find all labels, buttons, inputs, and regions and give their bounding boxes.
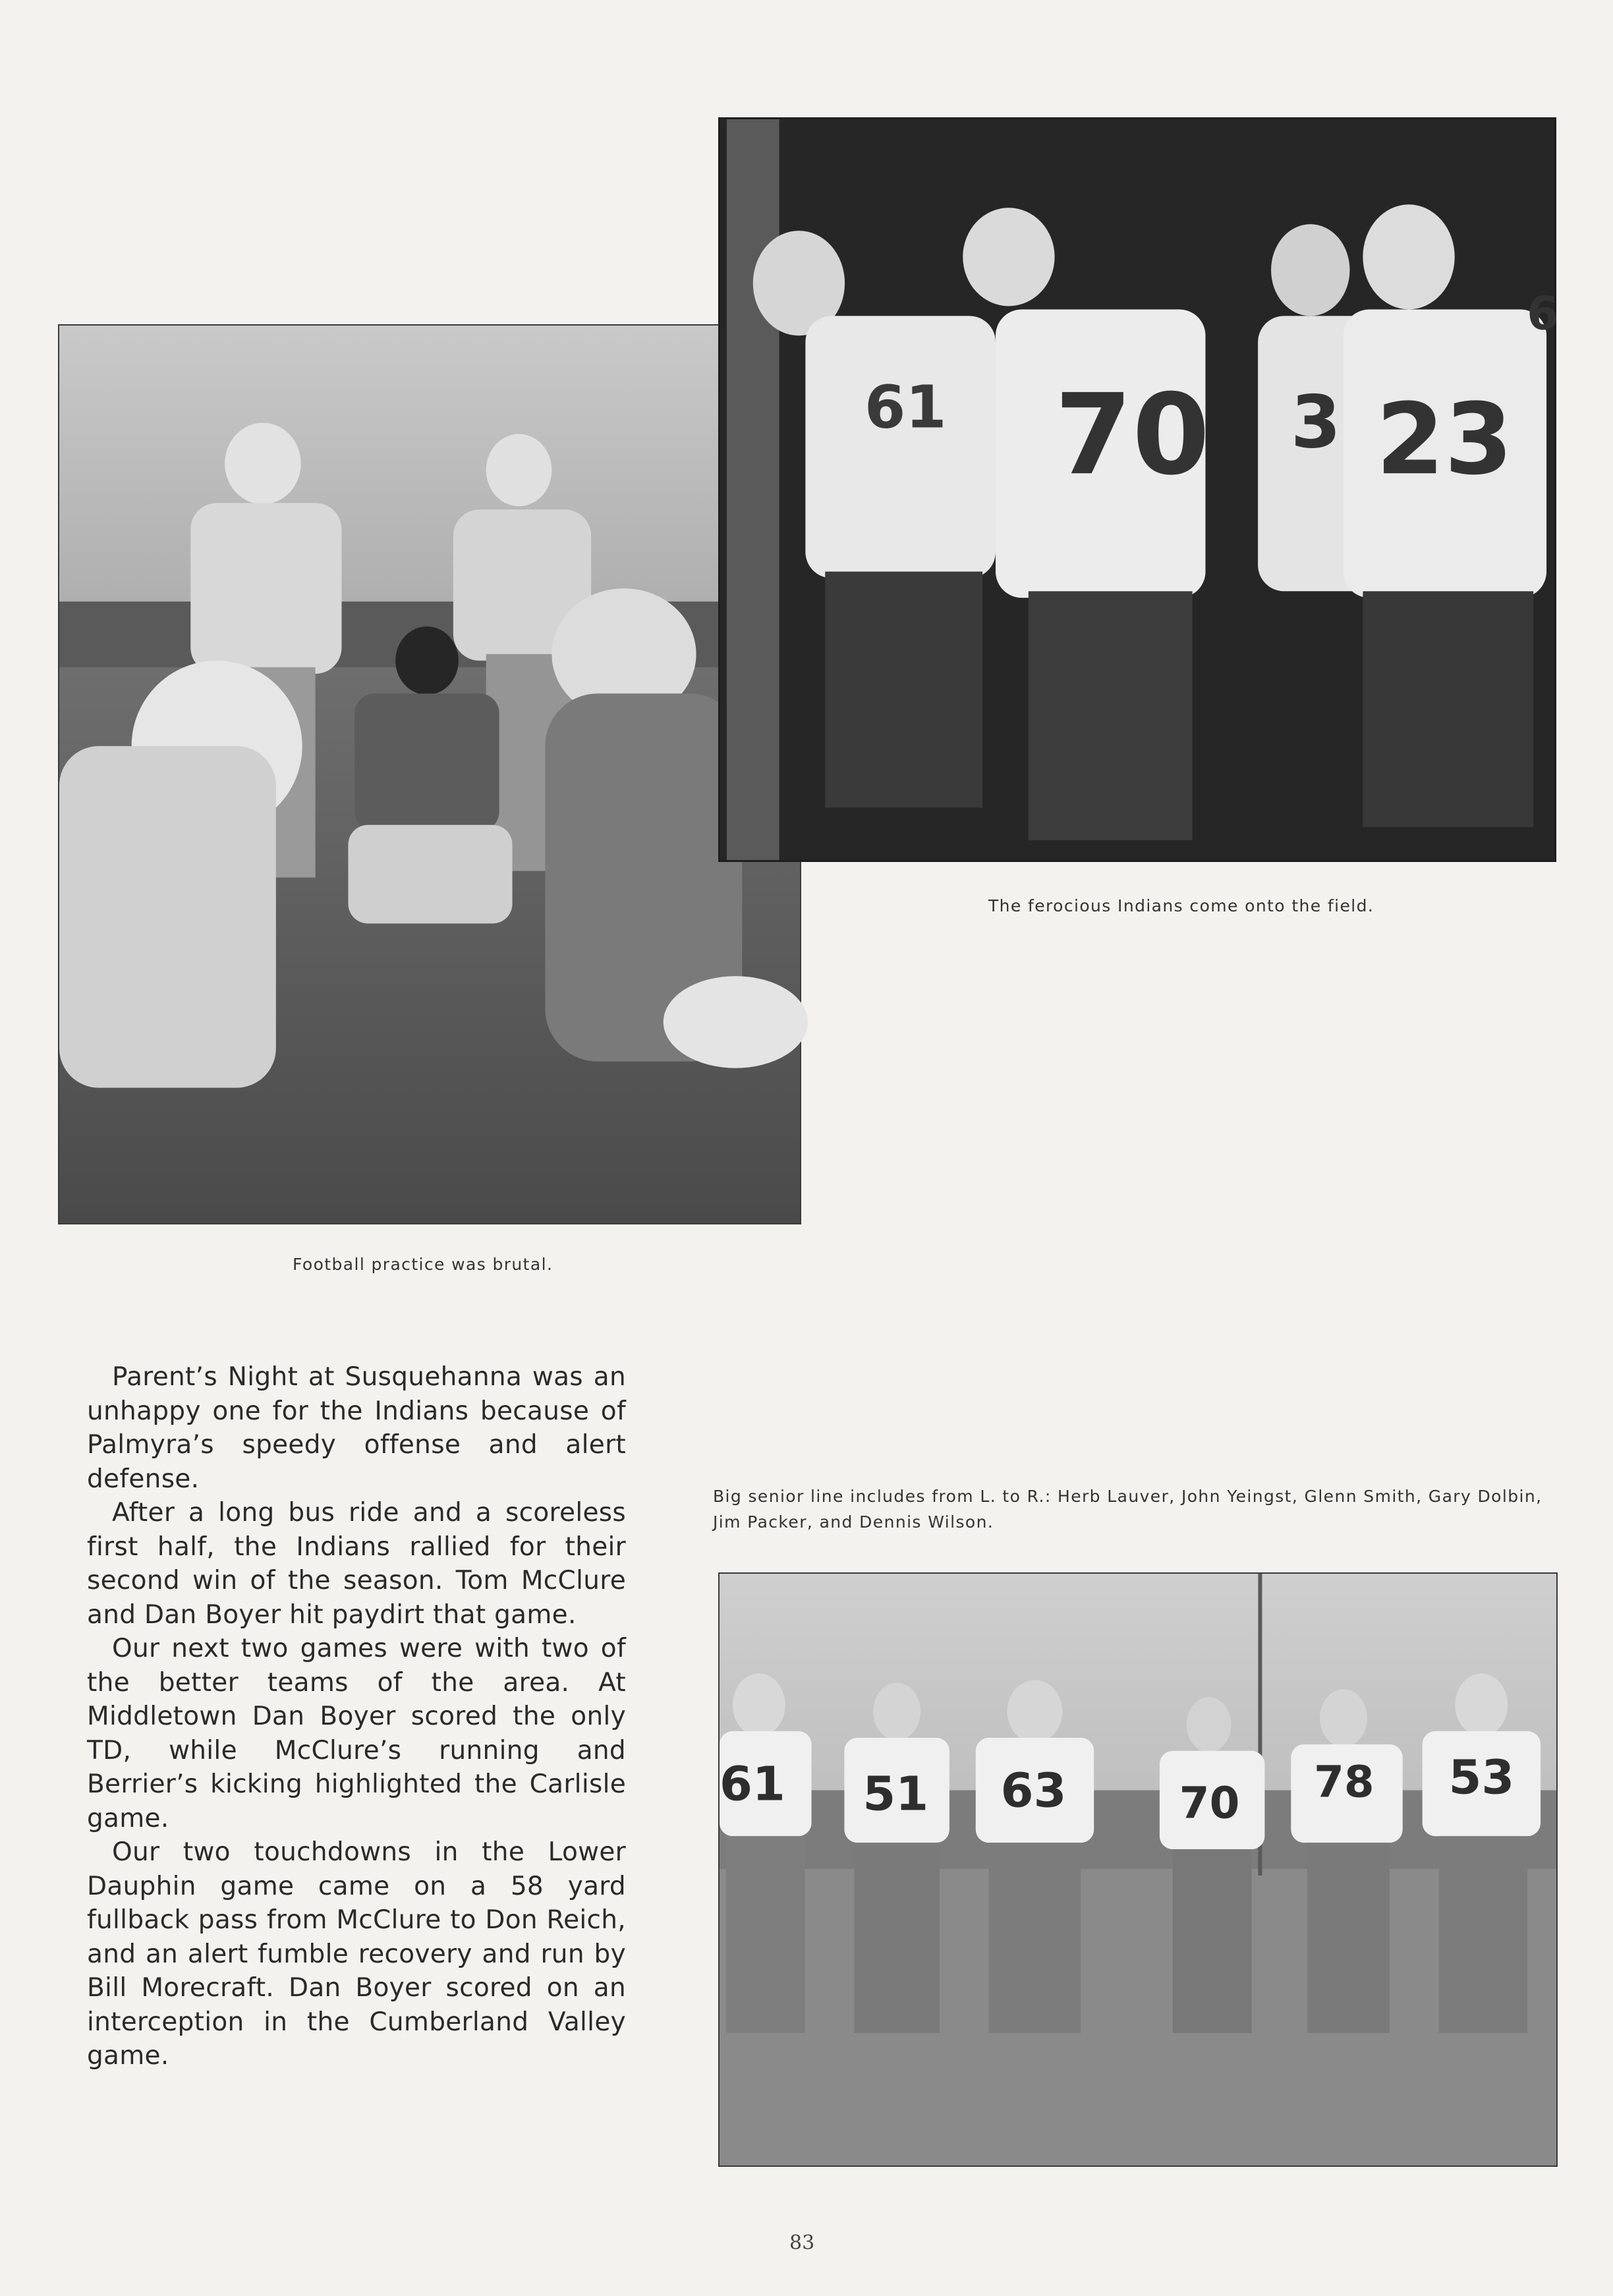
page-number: 83 (789, 2231, 815, 2254)
jersey-number: 23 (1376, 382, 1514, 498)
indians-entrance-photo (718, 117, 1559, 862)
jersey-number: 61 (720, 1756, 785, 1812)
article-paragraph: Parent’s Night at Susquehanna was an unhappy one for the Indians because of Palmyra’s speedy offense and alert defense. (87, 1362, 626, 1494)
jersey-number: 61 (864, 373, 947, 442)
senior-line-photo (718, 1572, 1558, 2167)
football-practice-image (59, 326, 800, 1223)
jersey-number: 70 (1179, 1777, 1240, 1829)
senior-line-caption: Big senior line includes from L. to R.: Herb Lauver, John Yeingst, Glenn Smith, Gary Dolbin, Jim Packer, and Dennis Wilson. (713, 1487, 1542, 1532)
jersey-number: 70 (1054, 370, 1210, 500)
jersey-number: 6 (1527, 287, 1559, 341)
jersey-number: 51 (863, 1765, 929, 1822)
indians-entrance-image (720, 119, 1559, 860)
senior-line-image (720, 1574, 1556, 2166)
football-practice-photo (58, 324, 801, 1224)
jersey-number: 3 (1290, 380, 1342, 465)
jersey-number: 63 (1000, 1762, 1067, 1818)
football-practice-caption: Football practice was brutal. (293, 1255, 553, 1274)
jersey-number: 53 (1448, 1749, 1515, 1805)
article-body (87, 1360, 626, 2073)
indians-entrance-caption: The ferocious Indians come onto the field. (988, 896, 1374, 915)
jersey-number: 78 (1314, 1756, 1374, 1808)
article-paragraph: After a long bus ride and a scoreless first half, the Indians rallied for their second win of the season. Tom McClure and Dan Boyer hit paydirt that game. (87, 1498, 626, 1630)
article-paragraph: Our next two games were with two of the better teams of the area. At Middletown Dan Boyer scored the only TD, while McClure’s running and Berrier’s kicking highlighted the Carlisle game. (87, 1634, 626, 1833)
article-paragraph: Our two touchdowns in the Lower Dauphin game came on a 58 yard fullback pass from McClure to Don Reich, and an alert fumble recovery and run by Bill Morecraft. Dan Boyer scored on an interception in the Cumberland Valley game. (87, 1837, 626, 2071)
